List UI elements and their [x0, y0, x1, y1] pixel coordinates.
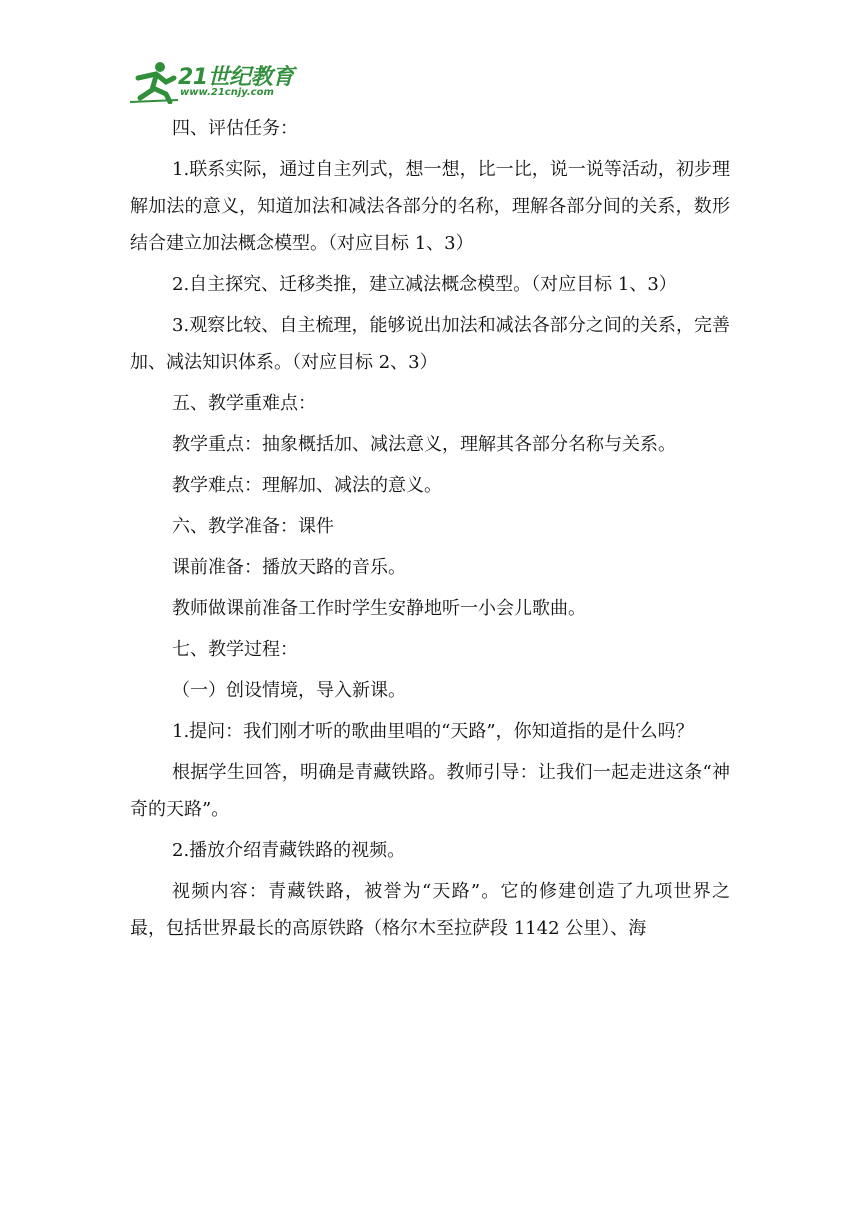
section-heading-preparation: 六、教学准备：课件 — [172, 516, 334, 537]
paragraph: 1.联系实际，通过自主列式，想一想，比一比，说一说等活动，初步理解加法的意义，知道加法和减法各部分的名称，理解各部分间的关系，数形结合建立加法概念模型。（对应目标 1、3） — [130, 159, 730, 254]
logo-url-text: www.21cnjy.com — [180, 87, 274, 98]
document-body — [130, 110, 730, 947]
paragraph: 3.观察比较、自主梳理，能够说出加法和减法各部分之间的关系，完善加、减法知识体系。（对应目标 2、3） — [130, 315, 730, 373]
paragraph: 2.播放介绍青藏铁路的视频。 — [172, 840, 406, 861]
site-logo — [130, 58, 300, 104]
runner-logo-icon — [130, 58, 180, 104]
paragraph: 课前准备：播放天路的音乐。 — [172, 557, 406, 578]
paragraph: 教学难点：理解加、减法的意义。 — [172, 475, 442, 496]
logo-brand-text: 21世纪教育 — [178, 65, 294, 90]
paragraph: 教学重点：抽象概括加、减法意义，理解其各部分名称与关系。 — [172, 434, 676, 455]
section-heading-evaluation: 四、评估任务： — [172, 118, 298, 139]
paragraph: 视频内容：青藏铁路，被誉为“天路”。它的修建创造了九项世界之最，包括世界最长的高原铁路（格尔木至拉萨段 1142 公里）、海 — [130, 881, 730, 939]
paragraph: 1.提问：我们刚才听的歌曲里唱的“天路”，你知道指的是什么吗？ — [172, 721, 694, 742]
paragraph: 教师做课前准备工作时学生安静地听一小会儿歌曲。 — [172, 598, 586, 619]
section-heading-process: 七、教学过程： — [172, 639, 298, 660]
paragraph: 2.自主探究、迁移类推，建立减法概念模型。（对应目标 1、3） — [172, 274, 677, 295]
section-heading-key-points: 五、教学重难点： — [172, 393, 316, 414]
subsection-heading: （一）创设情境，导入新课。 — [172, 680, 406, 701]
paragraph: 根据学生回答，明确是青藏铁路。教师引导：让我们一起走进这条“神奇的天路”。 — [130, 762, 730, 820]
